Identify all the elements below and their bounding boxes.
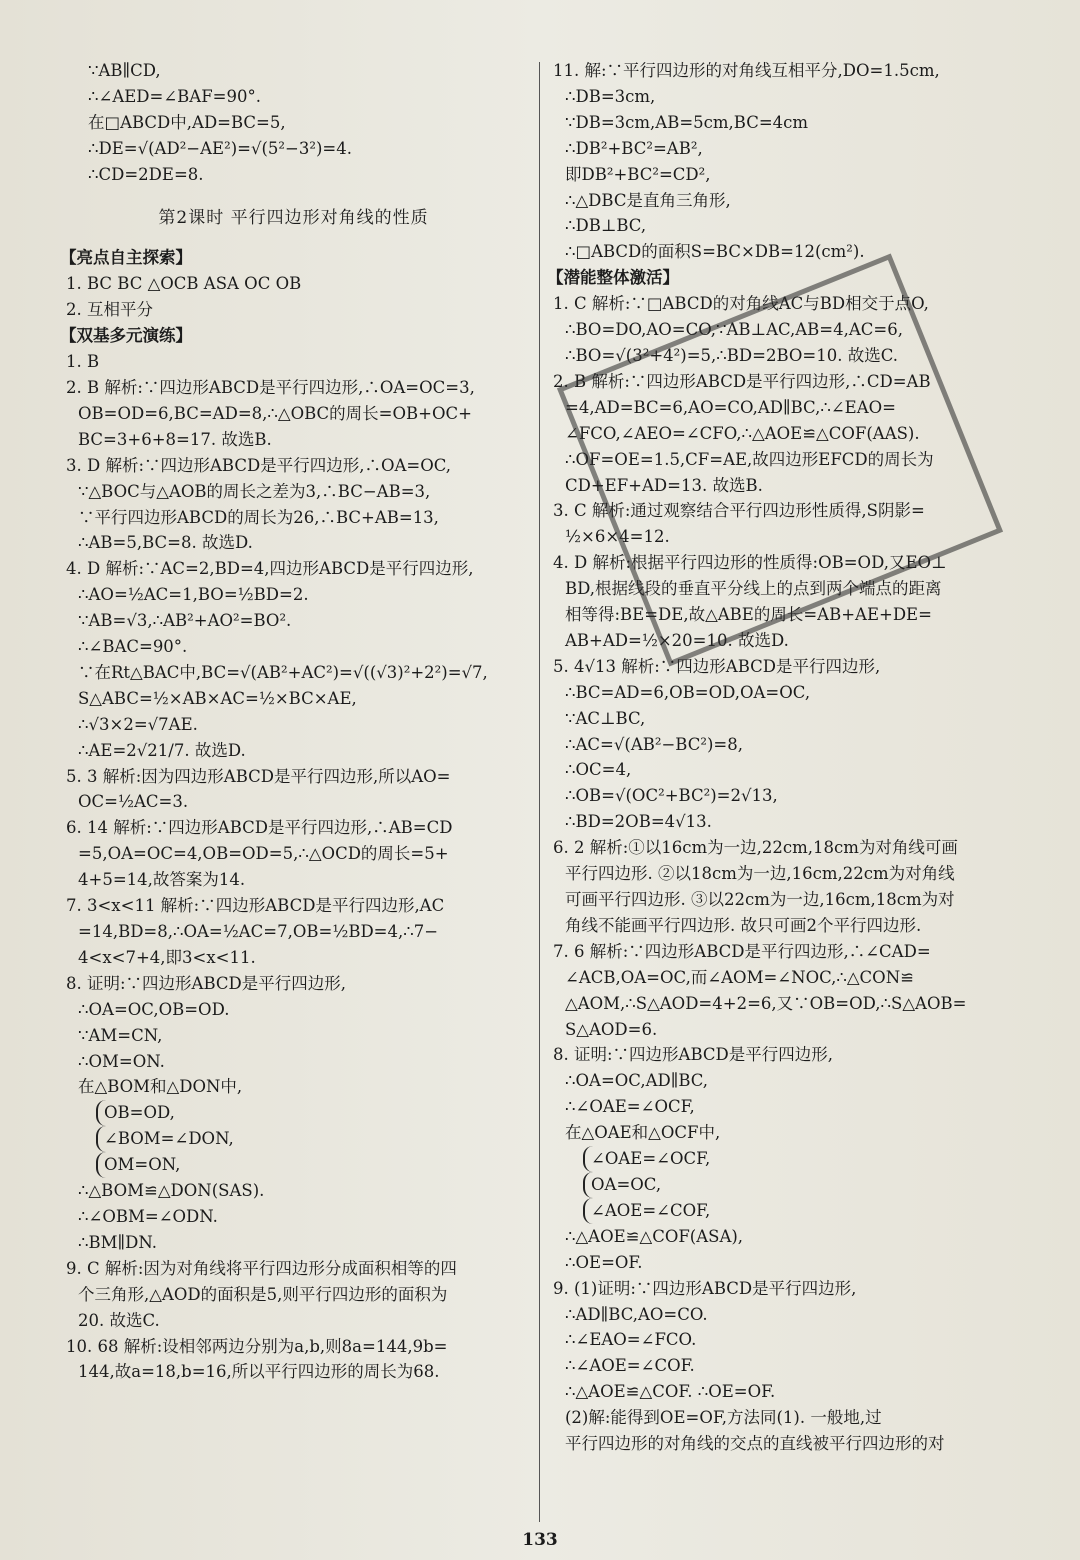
right-line: ∠FCO,∠AEO=∠CFO,∴△AOE≌△COF(AAS). — [565, 423, 920, 443]
right-line: 6. 2 解析:①以16cm为一边,22cm,18cm为对角线可画 — [553, 838, 958, 858]
right-column — [547, 58, 1023, 1457]
left-line: 8. 证明:∵四边形ABCD是平行四边形, — [66, 973, 346, 993]
right-line: ∴∠OAE=∠OCF, — [565, 1097, 695, 1117]
left-line: ∴CD=2DE=8. — [88, 164, 204, 184]
right-line: ∴BO=DO,AO=CO,∵AB⊥AC,AB=4,AC=6, — [565, 320, 903, 340]
right-line: ∠OAE=∠OCF, — [583, 1146, 1023, 1172]
left-line: 6. 14 解析:∵四边形ABCD是平行四边形,∴AB=CD — [66, 818, 453, 838]
right-line: 2. B 解析:∵四边形ABCD是平行四边形,∴CD=AB — [553, 371, 931, 391]
left-line: 2. B 解析:∵四边形ABCD是平行四边形,∴OA=OC=3, — [66, 377, 475, 397]
left-line: ∵AM=CN, — [78, 1025, 163, 1045]
right-line: 11. 解:∵平行四边形的对角线互相平分,DO=1.5cm, — [553, 61, 940, 80]
right-line: ∴DB²+BC²=AB², — [565, 138, 703, 158]
right-line: ∴∠AOE=∠COF. — [565, 1356, 695, 1376]
right-line: 1. C 解析:∵□ABCD的对角线AC与BD相交于点O, — [553, 294, 929, 314]
right-line: 7. 6 解析:∵四边形ABCD是平行四边形,∴∠CAD= — [553, 941, 931, 961]
left-line: 4<x<7+4,即3<x<11. — [78, 947, 256, 967]
right-line: ∠AOE=∠COF, — [583, 1198, 1023, 1224]
left-line: 9. C 解析:因为对角线将平行四边形分成面积相等的四 — [66, 1258, 457, 1278]
left-line: 2. 互相平分 — [66, 300, 153, 320]
left-line: ∴OM=ON. — [78, 1051, 165, 1071]
left-line: ∴DE=√(AD²−AE²)=√(5²−3²)=4. — [88, 138, 352, 158]
left-line: 10. 68 解析:设相邻两边分别为a,b,则8a=144,9b= — [66, 1336, 448, 1356]
right-line: ∴OE=OF. — [565, 1252, 643, 1272]
right-line: △AOM,∴S△AOD=4+2=6,又∵OB=OD,∴S△AOB= — [565, 993, 967, 1013]
left-line: 在□ABCD中,AD=BC=5, — [88, 112, 286, 132]
left-line: ∵△BOC与△AOB的周长之差为3,∴BC−AB=3, — [78, 481, 431, 501]
right-line: ∴OC=4, — [565, 760, 632, 780]
right-line: ∴AC=√(AB²−BC²)=8, — [565, 734, 743, 754]
right-line: 平行四边形. ②以18cm为一边,16cm,22cm为对角线 — [565, 864, 955, 884]
right-line: 平行四边形的对角线的交点的直线被平行四边形的对 — [565, 1434, 945, 1454]
right-line: 即DB²+BC²=CD², — [565, 164, 711, 184]
right-line: ∵AC⊥BC, — [565, 708, 646, 728]
left-column — [60, 58, 521, 1385]
right-line: ∴△DBC是直角三角形, — [565, 190, 731, 210]
left-line: 【亮点自主探索】 — [60, 248, 192, 268]
right-line: ∵DB=3cm,AB=5cm,BC=4cm — [565, 112, 809, 132]
left-line: =14,BD=8,∴OA=½AC=7,OB=½BD=4,∴7− — [78, 922, 439, 941]
right-line: 9. (1)证明:∵四边形ABCD是平行四边形, — [553, 1278, 857, 1298]
right-line: ∴△AOE≌△COF. ∴OE=OF. — [565, 1382, 776, 1402]
left-line: 在△BOM和△DON中, — [78, 1077, 243, 1097]
left-line: ∴∠BAC=90°. — [78, 637, 188, 657]
left-line: ∴BM∥DN. — [78, 1232, 157, 1252]
left-line: OM=ON, — [96, 1152, 521, 1178]
left-line: ∠BOM=∠DON, — [96, 1126, 521, 1152]
right-line: 【潜能整体激活】 — [547, 268, 679, 288]
left-line: 1. BC BC △OCB ASA OC OB — [66, 274, 302, 294]
right-line: ∴BO=√(3²+4²)=5,∴BD=2BO=10. 故选C. — [565, 345, 899, 365]
right-line: ∴∠EAO=∠FCO. — [565, 1330, 697, 1350]
left-line: ∴∠AED=∠BAF=90°. — [88, 86, 261, 106]
right-line: (2)解:能得到OE=OF,方法同(1). 一般地,过 — [565, 1408, 882, 1428]
right-line: 3. C 解析:通过观察结合平行四边形性质得,S阴影= — [553, 501, 925, 521]
right-line: 4. D 解析:根据平行四边形的性质得:OB=OD,又EO⊥ — [553, 553, 947, 573]
left-line: ∴AE=2√21/7. 故选D. — [78, 740, 246, 760]
left-line: OC=½AC=3. — [78, 792, 189, 812]
left-line: 144,故a=18,b=16,所以平行四边形的周长为68. — [78, 1362, 440, 1382]
right-line: BD,根据线段的垂直平分线上的点到两个端点的距离 — [565, 579, 942, 599]
right-line: ∴OF=OE=1.5,CF=AE,故四边形EFCD的周长为 — [565, 449, 934, 469]
right-line: OA=OC, — [583, 1172, 1023, 1198]
right-line: ∠ACB,OA=OC,而∠AOM=∠NOC,∴△CON≌ — [565, 967, 914, 987]
left-line: ∴∠OBM=∠ODN. — [78, 1206, 218, 1226]
left-line: ∵AB=√3,∴AB²+AO²=BO². — [78, 611, 292, 631]
left-line: 3. D 解析:∵四边形ABCD是平行四边形,∴OA=OC, — [66, 455, 452, 475]
right-line: 相等得:BE=DE,故△ABE的周长=AB+AE+DE= — [565, 605, 932, 625]
left-line: ∵在Rt△BAC中,BC=√(AB²+AC²)=√((√3)²+2²)=√7, — [78, 662, 488, 682]
right-line: ∴DB=3cm, — [565, 86, 656, 106]
left-line: 20. 故选C. — [78, 1310, 160, 1330]
right-line: CD+EF+AD=13. 故选B. — [565, 475, 763, 495]
left-line: S△ABC=½×AB×AC=½×BC×AE, — [78, 688, 357, 708]
right-line: ∴BC=AD=6,OB=OD,OA=OC, — [565, 682, 811, 702]
right-line: =4,AD=BC=6,AO=CO,AD∥BC,∴∠EAO= — [565, 397, 896, 417]
right-line: ∴OA=OC,AD∥BC, — [565, 1071, 709, 1091]
left-line: ∴AO=½AC=1,BO=½BD=2. — [78, 585, 309, 605]
right-line: ∴OB=√(OC²+BC²)=2√13, — [565, 786, 778, 806]
right-line: S△AOD=6. — [565, 1019, 658, 1039]
right-line: ∴AD∥BC,AO=CO. — [565, 1304, 708, 1324]
right-line: AB+AD=½×20=10. 故选D. — [565, 630, 789, 650]
left-line: 7. 3<x<11 解析:∵四边形ABCD是平行四边形,AC — [66, 896, 445, 916]
right-line: 可画平行四边形. ③以22cm为一边,16cm,18cm为对 — [565, 890, 955, 909]
right-line: 角线不能画平行四边形. 故只可画2个平行四边形. — [565, 915, 922, 935]
left-line: ∴△BOM≌△DON(SAS). — [78, 1181, 265, 1201]
right-line: ∴□ABCD的面积S=BC×DB=12(cm²). — [565, 242, 865, 262]
left-line: BC=3+6+8=17. 故选B. — [78, 429, 272, 449]
left-line: 4. D 解析:∵AC=2,BD=4,四边形ABCD是平行四边形, — [66, 559, 474, 579]
right-line: 在△OAE和△OCF中, — [565, 1123, 721, 1143]
left-line: 【双基多元演练】 — [60, 326, 192, 346]
left-line: ∴√3×2=√7AE. — [78, 714, 198, 734]
left-line: ∴AB=5,BC=8. 故选D. — [78, 533, 253, 553]
page-number: 133 — [522, 1530, 558, 1550]
left-line: ∴OA=OC,OB=OD. — [78, 999, 230, 1019]
right-line: 5. 4√13 解析:∵四边形ABCD是平行四边形, — [553, 656, 881, 676]
left-line: ∵平行四边形ABCD的周长为26,∴BC+AB=13, — [78, 507, 439, 527]
right-line: ∴DB⊥BC, — [565, 216, 647, 236]
left-line: 4+5=14,故答案为14. — [78, 870, 246, 890]
left-line: =5,OA=OC=4,OB=OD=5,∴△OCD的周长=5+ — [78, 844, 449, 864]
left-line: OB=OD, — [96, 1100, 521, 1126]
left-line: 1. B — [66, 352, 100, 372]
left-line: 5. 3 解析:因为四边形ABCD是平行四边形,所以AO= — [66, 766, 451, 786]
right-line: 8. 证明:∵四边形ABCD是平行四边形, — [553, 1045, 833, 1065]
right-line: ½×6×4=12. — [565, 527, 670, 547]
left-line: 第2课时 平行四边形对角线的性质 — [158, 207, 429, 228]
right-line: ∴BD=2OB=4√13. — [565, 812, 712, 832]
column-divider — [539, 62, 540, 1522]
left-line: OB=OD=6,BC=AD=8,∴△OBC的周长=OB+OC+ — [78, 403, 472, 423]
left-line: ∵AB∥CD, — [88, 61, 161, 80]
left-line: 个三角形,△AOD的面积是5,则平行四边形的面积为 — [78, 1284, 448, 1304]
right-line: ∴△AOE≌△COF(ASA), — [565, 1226, 744, 1246]
